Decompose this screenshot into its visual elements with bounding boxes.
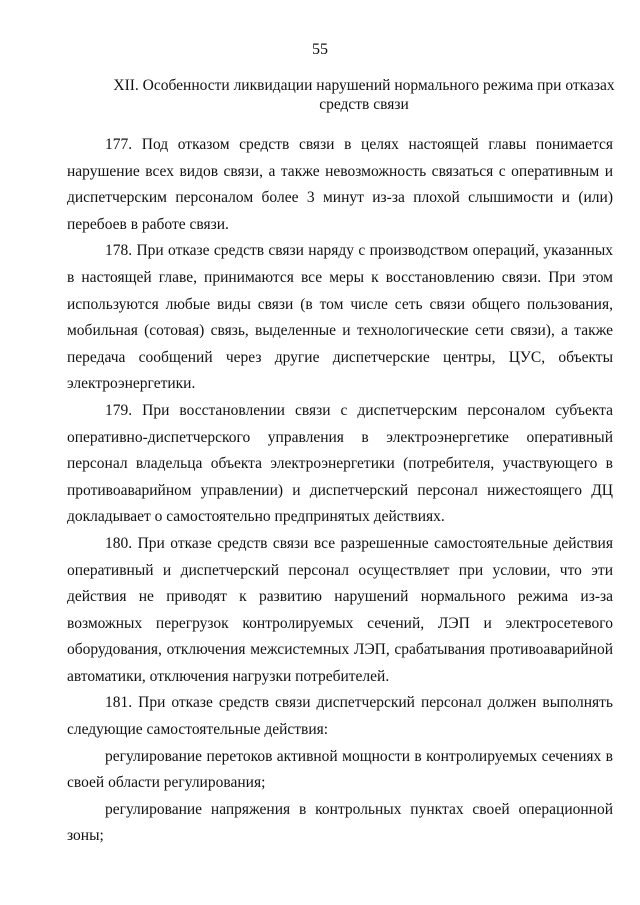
- section-heading: [96, 76, 632, 114]
- paragraph-179: 179. При восстановлении связи с диспетчерским персоналом субъекта оперативно-диспетчерского управления в электроэнергетике оперативный персонал владельца объекта электроэнергетики (потребителя, участвующего в противоаварийном управлении) и диспетчерский персонал нижестоящего ДЦ докладывает о самостоятельно предпринятых действиях.: [67, 401, 613, 526]
- section-heading-line-2: средств связи: [319, 96, 409, 113]
- page-number: 55: [312, 41, 328, 58]
- document-body: [67, 132, 613, 850]
- paragraph-177: 177. Под отказом средств связи в целях настоящей главы понимается нарушение всех видов связи, а также невозможность связаться с оперативным и диспетчерским персоналом более 3 минут из-за плохой слышимости и (или) перебоев в работе связи.: [67, 136, 613, 233]
- list-item-voltage: регулирование напряжения в контрольных пунктах своей операционной зоны;: [67, 800, 613, 845]
- section-heading-line-1: XII. Особенности ликвидации нарушений нормального режима при отказах: [113, 77, 615, 94]
- list-item-active-power: регулирование перетоков активной мощности в контролируемых сечениях в своей области регулирования;: [67, 747, 613, 792]
- paragraph-178: 178. При отказе средств связи наряду с производством операций, указанных в настоящей главе, принимаются все меры к восстановлению связи. При этом используются любые виды связи (в том числе сеть связи общего пользования, мобильная (сотовая) связь, выделенные и технологические сети связи), а также передача сообщений через другие диспетчерские центры, ЦУС, объекты электроэнергетики.: [67, 242, 613, 393]
- paragraph-181: 181. При отказе средств связи диспетчерский персонал должен выполнять следующие самостоятельные действия:: [67, 694, 613, 739]
- paragraph-180: 180. При отказе средств связи все разрешенные самостоятельные действия оперативный и диспетчерский персонал осуществляет при условии, что эти действия не приводят к развитию нарушений нормального режима из-за возможных перегрузок контролируемых сечений, ЛЭП и электросетевого оборудования, отключения межсистемных ЛЭП, срабатывания противоаварийной автоматики, отключения нагрузки потребителей.: [67, 534, 613, 685]
